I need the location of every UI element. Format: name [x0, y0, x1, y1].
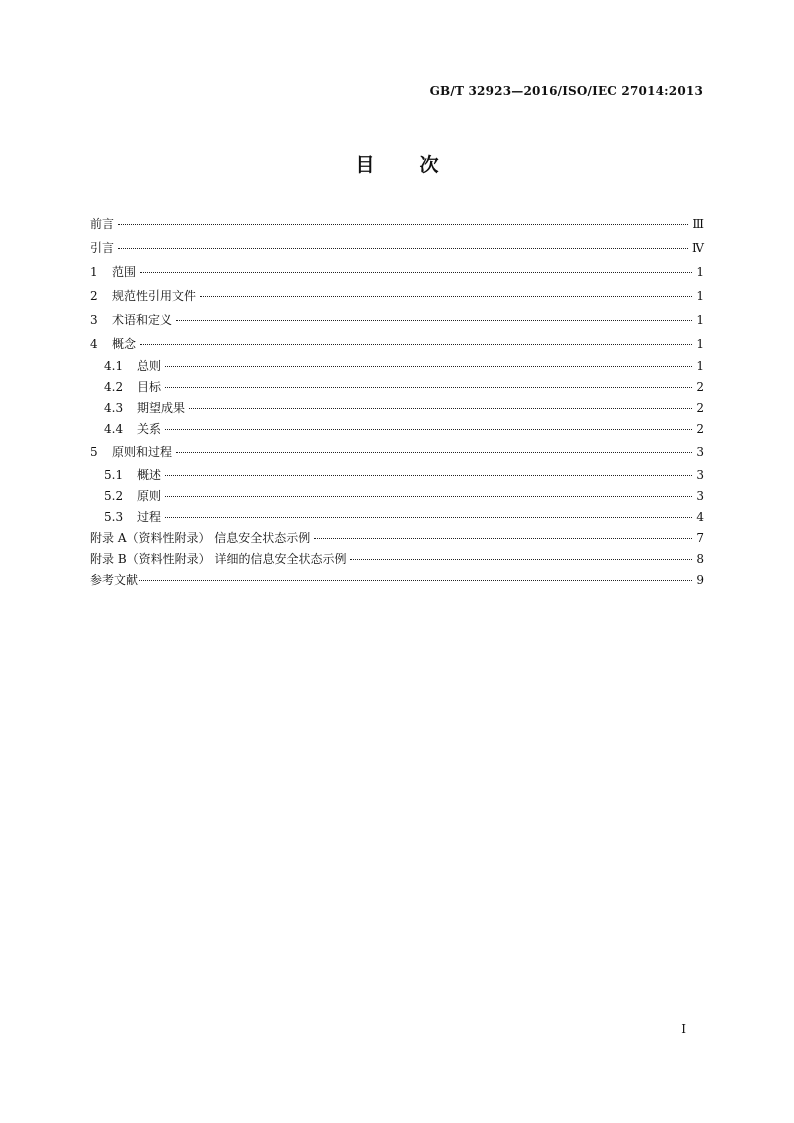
toc-entry-title: 规范性引用文件	[112, 289, 197, 303]
page-title: 目次	[355, 154, 484, 176]
toc-entry-page: 3	[696, 489, 704, 503]
toc-entry-number: 5.1	[104, 468, 124, 482]
toc-leader-dots	[176, 452, 692, 453]
toc-entry-5-1[interactable]	[90, 468, 704, 482]
toc-leader-dots	[118, 224, 688, 225]
toc-entry-page: 1	[696, 359, 704, 373]
toc-entry-number: 5.3	[104, 510, 124, 524]
toc-entry-title: 过程	[137, 510, 162, 524]
toc-leader-dots	[165, 366, 692, 367]
toc-entry-page: 9	[696, 573, 704, 587]
toc-entry-4-2[interactable]	[90, 380, 704, 394]
toc-entry-title: 附录 A（资料性附录） 信息安全状态示例	[90, 531, 311, 545]
toc-entry-page: Ⅳ	[692, 241, 704, 255]
toc-leader-dots	[140, 272, 692, 273]
toc-leader-dots	[165, 387, 692, 388]
toc-entry-1[interactable]	[90, 265, 704, 279]
toc-leader-dots	[200, 296, 692, 297]
toc-entry-2[interactable]	[90, 289, 704, 303]
toc-entry-page: 8	[696, 552, 704, 566]
toc-entry-title: 参考文献	[90, 573, 139, 587]
toc-entry-title: 期望成果	[137, 401, 186, 415]
toc-entry-number: 4.3	[104, 401, 124, 415]
toc-entry-title: 概念	[112, 337, 137, 351]
toc-entry-5-2[interactable]	[90, 489, 704, 503]
toc-entry-title: 引言	[90, 241, 115, 255]
toc-entry-title: 术语和定义	[112, 313, 173, 327]
toc-leader-dots	[314, 538, 692, 539]
toc-entry-page: 7	[696, 531, 704, 545]
toc-entry-4[interactable]	[90, 337, 704, 351]
toc-entry-bibliography[interactable]	[90, 573, 704, 587]
toc-leader-dots	[165, 475, 692, 476]
toc-leader-dots	[189, 408, 692, 409]
toc-entry-number: 3	[90, 313, 98, 327]
toc-leader-dots	[165, 429, 692, 430]
toc-entry-annex-b[interactable]	[90, 552, 704, 566]
document-code: GB/T 32923—2016/ISO/IEC 27014:2013	[429, 84, 703, 98]
toc-entry-number: 5	[90, 445, 98, 459]
toc-entry-title: 范围	[112, 265, 137, 279]
toc-entry-number: 4.4	[104, 422, 124, 436]
toc-entry-page: 1	[696, 265, 704, 279]
toc-entry-title: 附录 B（资料性附录） 详细的信息安全状态示例	[90, 552, 347, 566]
toc-leader-dots	[165, 496, 692, 497]
toc-entry-number: 5.2	[104, 489, 124, 503]
toc-entry-4-3[interactable]	[90, 401, 704, 415]
toc-entry-page: 1	[696, 313, 704, 327]
toc-leader-dots	[165, 517, 692, 518]
toc-entry-page: 3	[696, 445, 704, 459]
toc-entry-4-4[interactable]	[90, 422, 704, 436]
toc-entry-title: 前言	[90, 217, 115, 231]
toc-entry-page: 2	[696, 401, 704, 415]
toc-entry-page: 2	[696, 380, 704, 394]
toc-entry-4-1[interactable]	[90, 359, 704, 373]
toc-entry-number: 2	[90, 289, 98, 303]
toc-entry-5[interactable]	[90, 445, 704, 459]
toc-entry-title: 总则	[137, 359, 162, 373]
toc-entry-title: 原则和过程	[112, 445, 173, 459]
toc-entry-page: Ⅲ	[692, 217, 704, 231]
toc-entry-page: 1	[696, 289, 704, 303]
toc-entry-title: 概述	[137, 468, 162, 482]
toc-entry-foreword[interactable]	[90, 217, 704, 231]
toc-entry-number: 4.1	[104, 359, 124, 373]
toc-entry-page: 3	[696, 468, 704, 482]
toc-entry-page: 2	[696, 422, 704, 436]
toc-entry-number: 1	[90, 265, 98, 279]
toc-entry-5-3[interactable]	[90, 510, 704, 524]
toc-leader-dots	[140, 344, 692, 345]
toc-leader-dots	[118, 248, 688, 249]
toc-entry-title: 原则	[137, 489, 162, 503]
toc-entry-title: 目标	[137, 380, 162, 394]
toc-entry-page: 4	[696, 510, 704, 524]
toc-entry-number: 4	[90, 337, 98, 351]
toc-leader-dots	[176, 320, 692, 321]
table-of-contents	[90, 217, 704, 587]
toc-entry-page: 1	[696, 337, 704, 351]
toc-entry-annex-a[interactable]	[90, 531, 704, 545]
toc-entry-3[interactable]	[90, 313, 704, 327]
toc-entry-title: 关系	[137, 422, 162, 436]
page-number: I	[681, 1022, 686, 1036]
toc-leader-dots	[139, 580, 692, 581]
toc-leader-dots	[350, 559, 692, 560]
toc-entry-number: 4.2	[104, 380, 124, 394]
toc-entry-introduction[interactable]	[90, 241, 704, 255]
